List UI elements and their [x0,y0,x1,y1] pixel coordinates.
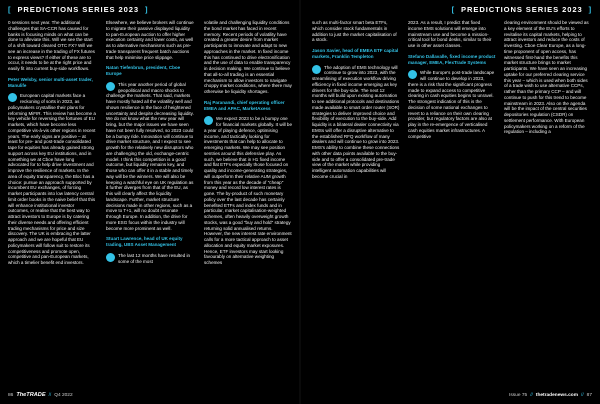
contributor-attribution: Peter Welsby, senior multi-asset trader, Manulife [8,76,93,88]
left-column-2 [106,20,194,386]
left-column-3 [204,20,292,386]
left-column-1 [8,20,96,386]
body-paragraph [106,82,194,232]
body-paragraph [312,65,400,180]
body-paragraph [312,20,400,43]
contributor-attribution: Stefano Dallavalle, fixed income product manager, EMEA, FlexTrade Systems [408,53,496,65]
section-bullet-icon [106,82,115,91]
left-page-footer [8,386,73,404]
paragraph-text: While Europe's post-trade landscape will continue to develop in 2023, there is a risk that the significant progress made to expand access to competitive clearing in cash equities begins to unravel. The strongest indication of this is the decision of some national exchanges to revert to a reliance on their own clearing provider, but regulatory factors are also at play in the re-emergence of verticalised cash equities market infrastructures. A competitive [408,70,495,139]
footer-separator: // [530,392,533,398]
paragraph-text: such as multi-factor smart beta ETFs, which consider stock fundamentals in addition to just the market capitalisation of a stock. [312,20,397,43]
paragraph-text: Elsewhere, we believe brokers will continue to migrate their passive displayed liquidity to pan-European auction to offer higher execution certainty and lower costs, as well as to alternative mechanisms such as pre-trade transparent frequent batch auctions that help minimise price slippage. [106,20,194,60]
right-page [300,20,600,386]
body-paragraph [204,116,292,266]
contributor-attribution: Stuart Lawrence, head of UK equity trading, UBS Asset Management [106,236,183,247]
header-bracket-open: [ [8,4,12,14]
header-title: PREDICTIONS SERIES 2023 [461,4,583,14]
right-page-footer [509,386,592,404]
website-link[interactable]: thetradenews.com [535,392,578,398]
section-bullet-icon [408,70,417,79]
left-page-header [8,0,148,18]
paragraph-text: The adoption of EMS technology will continue to grow into 2023, with the streamlining of execution workflow driving efficiency in fixed income emerging as key drivers for the buy-side. The next 12 months will build upon existing automation to see additional protocols and destinations made available to smart order router (SOR) strategies to deliver improved choice and flexibility of execution to the buy-side. Add liquidity is a bilateral dealer connectivity via EMSs will offer a disruptive alternative to the established RFQ workflow of many dealers and will continue to grow into 2023. EMS's ability to combine these connections with other data points available to the buy-side and to offer a consolidated pre-trade view of the market while providing intelligent automation capabilities will become crucial in [312,64,400,179]
body-paragraph [408,70,496,139]
paragraph-text: The last 12 months have resulted in some of the most [118,252,191,264]
page-number: 86 [8,392,14,398]
paragraph-text: European capital markets face a reckoning of sorts in 2023, as policymakers crystallise their plans for reforming MiFIR. This review has become a key vehicle for reversing the fortunes of EU markets, which have become less competitive vis-à-vis other regions in recent years. The early signs are positive – at least for pre- and post-trade consolidated tape for equities has already gained strong support across key EU institutions, and in something we at Cboe have long advocated for to help drive investment and improve the resilience of markets. In the area of equity transparency, the Bloc has a choice: pursue an approach supported by incumbent EU exchanges, of forcing market participants into low latency central limit order books in the naive belief that this will enhance institutional investor outcomes, or realise that the best way to attract investors to Europe is by catering their diverse needs and offering efficient trading mechanisms for price and size discovery. The UK is embracing the latter approach and we are hopeful that EU policymakers will follow suit to restore its competitiveness and promote open, competitive and pan-European markets, which a timelier benefit end investors. [8,93,96,265]
body-paragraph [204,20,292,95]
right-column-1 [312,20,400,386]
body-paragraph [106,253,194,265]
footer-separator: // [580,392,584,398]
body-paragraph [8,93,96,266]
right-column-3 [504,20,592,386]
header-bracket-close: ] [145,4,149,14]
section-bullet-icon [204,116,213,125]
paragraph-text: This year another period of global geopolitical and macro shocks to challenge the markets. That said, markets have mostly hated all the volatility well and shown resilience in the face of heightened uncertainty and despite decreasing liquidity. We do not know what the new year will bring, but the major issues we have seen have not been fully resolved, so 2023 could be a bumpy ride. Innovation will continue to drive market structure, and I expect to see growth for the relatively new disruptors who are challenging the old, exchange-centric model. I think this competition is a good outcome, but liquidity remains key, and those who can offer it in a stable and timely way will be the winners. We will also be keeping a watchful eye on UK regulation as it further diverges from that of the EU, as this will clearly affect the liquidity landscape. Further, market structure decisions made in other regions, such as a move to T+1, will no doubt resonate through Europe. In addition, the drive for more ESG focus within the industry will become more prominent as well. [106,81,194,231]
contributor-attribution: Raj Paranandi, chief operating officer EMEA and APAC, MarketAxess [204,99,285,111]
issue-label: Q4 2022 [54,392,73,398]
section-bullet-icon [8,93,17,102]
body-paragraph [8,20,96,72]
contributor-attribution: Jason Xavier, head of EMEA ETF capital markets, Franklin Templeton [312,48,399,59]
section-bullet-icon [106,253,115,262]
issue-label: Issue 75 [509,392,528,398]
paragraph-text: 0 sessions next year. The additional challenges that SA-CCR has caused for banks is focusing minds on what can be done to alleviate this. Will we see the start of a shift toward cleared OTC FX? Will we see an increase in the trading of FX futures to express views? If either of these are to occur, it needs to be at the right price and easily fit into current buy-side workflows. [8,20,95,71]
body-paragraph [408,20,496,49]
header-bracket-close: ] [588,4,592,14]
paragraph-text: volatile and challenging liquidity conditions the bond market has faced in recent memory. Recent periods of volatility have created a greater desire from market participants to innovate and adapt to new approaches in the market. In fixed income this has continued to drive electronification and the use of data to enable transparency in decision making. We continue to believe that all-to-all trading is an essential mechanism to allow investors to navigate choppy market conditions, where there may otherwise be liquidity shortages. [204,20,292,94]
right-column-2 [408,20,496,386]
paragraph-text: 2023. As a result, I predict that fixed income EMS solutions will emerge into mainstream use and become a mission-critical tool for bond desks, similar to their use in other asset classes. [408,20,492,48]
paragraph-text: clearing environment should be viewed as a key element of the EU's efforts to revitalise its capital markets, helping to attract investors and reduce the costs of investing. Cboe Clear Europe, as a long-time proponent of open access, has witnessed first-hand the benefits this market structure brings to market participants. We have seen an increasing uptake for our preferred clearing service this year – which is used when both sides of a trade wish to use alternative CCPs, rather than the primary CCP – and will continue to push for this trend to become mainstream in 2023. Also on the agenda will be the impact of the central securities depositories regulation (CSDR) on settlement performance. With European policymakers working on a reform of the regulation – including a [504,20,589,135]
section-bullet-icon [312,65,321,74]
header-bracket-open: [ [451,4,455,14]
footer-separator: // [48,392,52,398]
magazine-logo: TheTRADE [16,392,46,398]
body-paragraph [504,20,592,135]
body-paragraph [106,20,194,60]
paragraph-text: We expect 2023 to be a bumpy one for financial markets globally. It will be a year of playing defence, optimising income, and tactically looking for investments that can help to allocate to emerging markets. We may see position sentries around this defensive play. As such, we believe that in H1 fixed income and flat ETFs especially those focused on quality and income-generating strategies, will outperform their relative AUM growth from this year as the decade of "cheap" money and record low interest rates is gone. The by-product of such monetary policy over the last decade has certainly benefited ETFs and index funds and in particular, market capitalisation-weighted schemes, often heavily overweight growth stocks, was a good "buy and hold" strategy returning solid annualised returns. However, the new interest rate environment calls for a more tactical approach to asset allocation and equity market exposures. Hence, ETF investors may start looking favourably on alternative weighting schemes [204,116,292,265]
contributor-attribution: Natan Tiefenbrun, president, Cboe Europe [106,65,181,76]
left-page [0,20,300,386]
page-number: 87 [586,392,592,398]
header-title: PREDICTIONS SERIES 2023 [17,4,139,14]
right-page-header [452,0,592,18]
